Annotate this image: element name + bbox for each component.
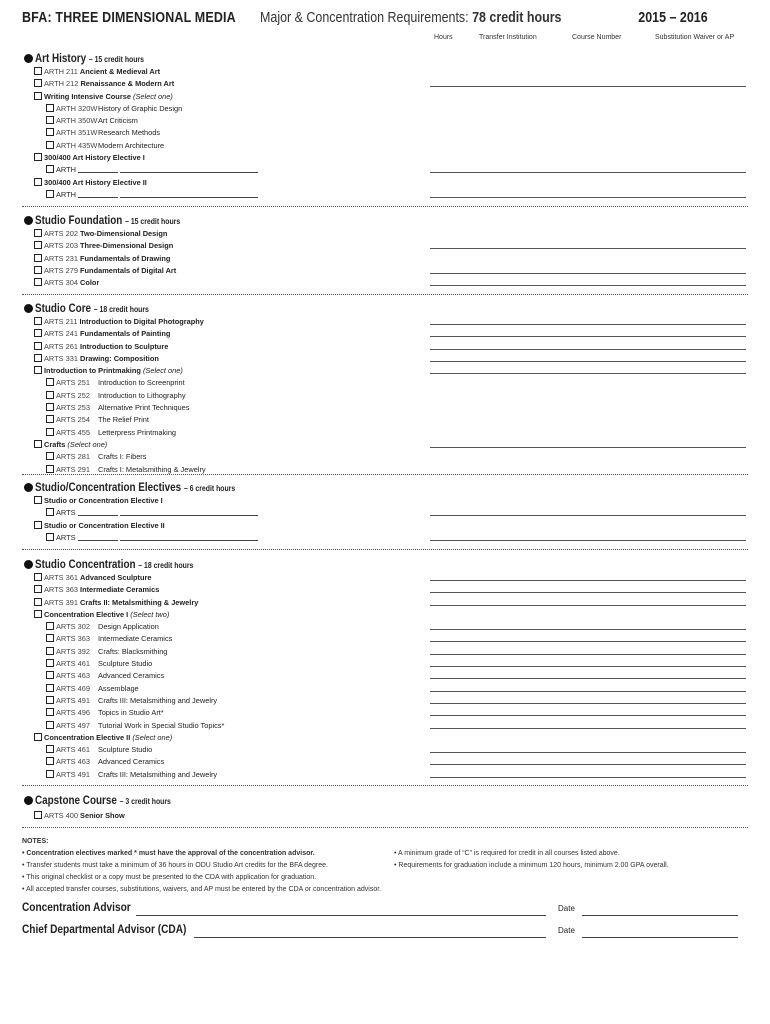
course-row xyxy=(24,265,746,277)
course-row xyxy=(24,572,746,584)
program-title: BFA: THREE DIMENSIONAL MEDIA xyxy=(22,10,236,26)
course-title-field[interactable] xyxy=(120,190,258,198)
col-transfer: Transfer Institution xyxy=(479,34,537,41)
checkbox[interactable] xyxy=(34,153,42,161)
section-studio-concentration-electives xyxy=(24,481,746,544)
course-title-field[interactable] xyxy=(120,533,258,541)
checkbox[interactable] xyxy=(34,521,42,529)
date-line[interactable] xyxy=(582,915,738,916)
option-row xyxy=(24,414,746,426)
note-item: • Concentration electives marked * must have the approval of the concentration advisor. xyxy=(22,850,315,857)
checkbox[interactable] xyxy=(46,465,54,473)
course-name: Studio or Concentration Elective I xyxy=(44,496,163,505)
entry-line[interactable] xyxy=(430,641,746,642)
entry-line[interactable] xyxy=(430,715,746,716)
option-row xyxy=(24,769,746,781)
checkbox[interactable] xyxy=(34,366,42,374)
course-code: ARTS 491 xyxy=(56,769,90,779)
checkbox[interactable] xyxy=(34,241,42,249)
course-name: Color xyxy=(80,278,100,288)
course-row xyxy=(24,228,746,240)
checkbox[interactable] xyxy=(46,415,54,423)
course-code: ARTS 363 xyxy=(56,634,90,644)
course-code: ARTH 212 xyxy=(44,79,79,89)
select-note: (Select one) xyxy=(132,732,173,742)
checkbox[interactable] xyxy=(34,79,42,87)
signature-line[interactable] xyxy=(136,915,546,916)
course-code: ARTS 392 xyxy=(56,646,90,656)
course-name: Crafts I: Fibers xyxy=(98,452,147,462)
course-code: ARTS 254 xyxy=(56,415,90,425)
option-row xyxy=(24,189,746,201)
option-row xyxy=(24,646,746,658)
course-code: ARTS 251 xyxy=(56,378,90,388)
course-number-field[interactable] xyxy=(78,190,118,198)
option-row xyxy=(24,427,746,439)
checkbox[interactable] xyxy=(46,378,54,386)
course-code: ARTS 261 xyxy=(44,341,78,351)
checkbox[interactable] xyxy=(46,452,54,460)
entry-line[interactable] xyxy=(430,691,746,692)
course-code: ARTS 304 xyxy=(44,278,78,288)
course-code: ARTS 291 xyxy=(56,464,90,474)
course-name: Crafts xyxy=(44,439,66,449)
course-name: Introduction to Printmaking xyxy=(44,366,141,376)
entry-line[interactable] xyxy=(430,728,746,729)
checkbox[interactable] xyxy=(46,622,54,630)
course-code: ARTS 302 xyxy=(56,622,90,632)
course-row xyxy=(24,353,746,365)
checkbox[interactable] xyxy=(46,403,54,411)
course-code: ARTS 202 xyxy=(44,229,78,238)
course-code: ARTS 231 xyxy=(44,253,78,263)
section-credits: – 18 credit hours xyxy=(93,305,149,314)
checkbox[interactable] xyxy=(34,585,42,593)
course-code: ARTS 491 xyxy=(56,695,90,705)
course-row xyxy=(24,609,746,621)
course-code: ARTS 497 xyxy=(56,720,90,730)
course-name: Assemblage xyxy=(98,683,139,693)
checkbox[interactable] xyxy=(34,610,42,618)
course-code: ARTS 400 xyxy=(44,811,78,820)
signature-cda xyxy=(22,924,740,940)
course-row xyxy=(24,240,746,252)
select-note: (Select two) xyxy=(130,609,170,619)
divider xyxy=(22,474,748,475)
checkbox[interactable] xyxy=(34,92,42,100)
date-label: Date xyxy=(558,926,575,935)
bullet-icon xyxy=(24,304,33,313)
section-title xyxy=(24,794,746,808)
checkbox[interactable] xyxy=(46,684,54,692)
select-note: (Select one) xyxy=(67,439,108,449)
checkbox[interactable] xyxy=(46,428,54,436)
course-name: Writing Intensive Course xyxy=(44,91,131,101)
section-title xyxy=(24,481,746,495)
course-name: Advanced Ceramics xyxy=(98,671,165,681)
option-row xyxy=(24,756,746,768)
checkbox[interactable] xyxy=(34,598,42,606)
entry-line[interactable] xyxy=(430,605,746,606)
notes-title: NOTES: xyxy=(22,838,49,845)
course-code: ARTS 203 xyxy=(44,241,78,251)
checkbox[interactable] xyxy=(34,733,42,741)
section-credits: – 3 credit hours xyxy=(119,797,171,806)
course-name: 300/400 Art History Elective II xyxy=(44,177,147,187)
course-code: ARTS xyxy=(56,508,76,518)
entry-line[interactable] xyxy=(430,592,746,593)
date-label: Date xyxy=(558,904,575,913)
course-name: Sculpture Studio xyxy=(98,659,153,669)
option-row xyxy=(24,103,746,115)
divider xyxy=(22,827,748,828)
course-name: Fundamentals of Drawing xyxy=(80,253,171,263)
course-name: Crafts III: Metalsmithing and Jewelry xyxy=(98,695,218,705)
course-code: ARTS 281 xyxy=(56,452,90,462)
course-code: ARTH xyxy=(56,189,76,199)
select-note: (Select one) xyxy=(133,91,173,101)
option-row xyxy=(24,532,746,544)
note-item: • This original checklist or a copy must be presented to the CDA with application for graduation. xyxy=(22,874,317,881)
course-row xyxy=(24,341,746,353)
checkbox[interactable] xyxy=(46,190,54,198)
entry-line[interactable] xyxy=(430,172,746,173)
course-code: ARTS 361 xyxy=(44,573,78,582)
section-credits: – 15 credit hours xyxy=(88,55,144,64)
checkbox[interactable] xyxy=(46,104,54,112)
checkbox[interactable] xyxy=(46,391,54,399)
course-row xyxy=(24,328,746,340)
course-name: Advanced Sculpture xyxy=(80,573,152,582)
divider xyxy=(22,294,748,295)
course-code: ARTS 461 xyxy=(56,659,90,669)
checkbox[interactable] xyxy=(34,67,42,75)
note-item: • All accepted transfer courses, substitutions, waivers, and AP must be entered by the CDA or concentration advisor. xyxy=(22,886,382,893)
course-code: ARTS 331 xyxy=(44,353,78,363)
course-name: Intermediate Ceramics xyxy=(80,585,160,595)
course-row xyxy=(24,277,746,289)
course-name: Introduction to Screenprint xyxy=(98,378,185,388)
entry-line[interactable] xyxy=(430,197,746,198)
course-code: ARTH 435W xyxy=(56,140,98,150)
entry-line[interactable] xyxy=(430,515,746,516)
option-row xyxy=(24,377,746,389)
section-credits: – 18 credit hours xyxy=(138,561,194,570)
checkbox[interactable] xyxy=(34,342,42,350)
entry-line[interactable] xyxy=(430,86,746,87)
section-studio-concentration xyxy=(24,558,746,781)
course-code: ARTS 253 xyxy=(56,403,90,413)
course-name: Concentration Elective II xyxy=(44,732,131,742)
course-number-field[interactable] xyxy=(78,508,118,516)
signature-line[interactable] xyxy=(194,937,546,938)
course-name: Art Criticism xyxy=(98,116,138,126)
option-row xyxy=(24,707,746,719)
course-name: Senior Show xyxy=(80,811,125,820)
notes xyxy=(22,836,752,896)
course-name: Fundamentals of Painting xyxy=(80,329,171,339)
section-credits: – 6 credit hours xyxy=(183,484,236,493)
course-name: Topics in Studio Art* xyxy=(98,708,164,718)
section-name: Studio/Concentration Electives xyxy=(35,482,182,494)
course-row xyxy=(24,253,746,265)
course-name: Ancient & Medieval Art xyxy=(79,67,161,76)
course-name: Renaissance & Modern Art xyxy=(80,79,175,89)
course-name: 300/400 Art History Elective I xyxy=(44,153,145,163)
option-row xyxy=(24,507,746,519)
course-row xyxy=(24,316,746,328)
section-capstone xyxy=(24,794,746,822)
entry-line[interactable] xyxy=(430,447,746,448)
entry-line[interactable] xyxy=(430,273,746,274)
course-code: ARTS 252 xyxy=(56,390,90,400)
course-row xyxy=(24,597,746,609)
checkbox[interactable] xyxy=(46,696,54,704)
course-name: Modern Architecture xyxy=(98,140,165,150)
course-name: Tutorial Work in Special Studio Topics* xyxy=(98,720,225,730)
option-row xyxy=(24,390,746,402)
course-code: ARTS 211 xyxy=(44,317,78,326)
section-title xyxy=(24,52,746,66)
entry-line[interactable] xyxy=(430,654,746,655)
divider xyxy=(22,549,748,550)
checkbox[interactable] xyxy=(46,647,54,655)
signature-advisor xyxy=(22,902,740,918)
checkbox[interactable] xyxy=(46,770,54,778)
entry-line[interactable] xyxy=(430,580,746,581)
course-row xyxy=(24,78,746,90)
checkbox[interactable] xyxy=(46,721,54,729)
entry-line[interactable] xyxy=(430,703,746,704)
bullet-icon xyxy=(24,796,33,805)
course-row xyxy=(24,810,746,822)
course-name: Advanced Ceramics xyxy=(98,757,165,767)
course-code: ARTS 241 xyxy=(44,329,78,339)
section-name: Studio Foundation xyxy=(35,215,123,227)
checkbox[interactable] xyxy=(34,354,42,362)
date-line[interactable] xyxy=(582,937,738,938)
checkbox[interactable] xyxy=(46,116,54,124)
entry-line[interactable] xyxy=(430,540,746,541)
bullet-icon xyxy=(24,216,33,225)
section-studio-foundation xyxy=(24,214,746,289)
course-code: ARTS 463 xyxy=(56,671,90,681)
divider xyxy=(22,206,748,207)
option-row xyxy=(24,658,746,670)
course-row xyxy=(24,91,746,103)
course-row xyxy=(24,732,746,744)
section-name: Studio Concentration xyxy=(35,559,136,571)
course-row xyxy=(24,177,746,189)
course-name: Sculpture Studio xyxy=(98,745,153,755)
checkbox[interactable] xyxy=(34,496,42,504)
note-item: • Transfer students must take a minimum of 36 hours in ODU Studio Art credits for the BFA degree. xyxy=(22,862,328,869)
course-row xyxy=(24,66,746,78)
entry-line[interactable] xyxy=(430,285,746,286)
course-name: Drawing: Composition xyxy=(80,353,159,363)
checkbox[interactable] xyxy=(46,508,54,516)
course-name: Crafts I: Metalsmithing & Jewelry xyxy=(98,464,206,474)
checkbox[interactable] xyxy=(34,440,42,448)
bullet-icon xyxy=(24,560,33,569)
course-name: Crafts III: Metalsmithing and Jewelry xyxy=(98,769,218,779)
entry-line[interactable] xyxy=(430,752,746,753)
signature-label: Chief Departmental Advisor (CDA) xyxy=(22,924,187,936)
option-row xyxy=(24,402,746,414)
checkbox[interactable] xyxy=(34,266,42,274)
entry-line[interactable] xyxy=(430,373,746,374)
checkbox[interactable] xyxy=(46,141,54,149)
course-row xyxy=(24,152,746,164)
section-name: Studio Core xyxy=(35,303,92,315)
note-item: • A minimum grade of “C” is required for credit in all courses listed above. xyxy=(394,850,620,857)
course-name: Design Application xyxy=(98,622,159,632)
checkbox[interactable] xyxy=(34,811,42,819)
course-code: ARTH 351W xyxy=(56,128,98,138)
option-row xyxy=(24,744,746,756)
course-name: Letterpress Printmaking xyxy=(98,427,177,437)
course-number-field[interactable] xyxy=(78,533,118,541)
checkbox[interactable] xyxy=(46,671,54,679)
option-row xyxy=(24,127,746,139)
course-name: Introduction to Lithography xyxy=(98,390,186,400)
academic-year: 2015 – 2016 xyxy=(638,10,708,26)
col-hours: Hours xyxy=(434,34,453,41)
checkbox[interactable] xyxy=(34,178,42,186)
checkbox[interactable] xyxy=(46,745,54,753)
course-name: Alternative Print Techniques xyxy=(98,403,190,413)
bullet-icon xyxy=(24,483,33,492)
note-item: • Requirements for graduation include a minimum 120 hours, minimum 2.00 GPA overall. xyxy=(394,862,669,869)
option-row xyxy=(24,695,746,707)
section-name: Capstone Course xyxy=(35,795,117,807)
course-name: Concentration Elective I xyxy=(44,609,129,619)
course-code: ARTH 211 xyxy=(44,67,78,76)
course-code: ARTS 363 xyxy=(44,585,78,595)
section-title xyxy=(24,558,746,572)
course-row xyxy=(24,365,746,377)
entry-line[interactable] xyxy=(430,629,746,630)
checkbox[interactable] xyxy=(46,634,54,642)
option-row xyxy=(24,633,746,645)
section-title xyxy=(24,302,746,316)
entry-line[interactable] xyxy=(430,666,746,667)
course-name: Research Methods xyxy=(98,128,161,138)
course-name: Three-Dimensional Design xyxy=(80,241,174,251)
option-row xyxy=(24,683,746,695)
course-code: ARTH 320W xyxy=(56,103,98,113)
course-code: ARTS 279 xyxy=(44,265,78,275)
col-substitution: Substitution Waiver or AP xyxy=(655,34,735,41)
option-row xyxy=(24,621,746,633)
section-name: Art History xyxy=(35,53,87,65)
course-name: Introduction to Sculpture xyxy=(80,341,169,351)
option-row xyxy=(24,670,746,682)
course-code: ARTH xyxy=(56,165,76,175)
entry-line[interactable] xyxy=(430,361,746,362)
course-name: History of Graphic Design xyxy=(98,103,183,113)
course-title-field[interactable] xyxy=(120,165,258,173)
course-code: ARTS 469 xyxy=(56,683,90,693)
checkbox[interactable] xyxy=(34,329,42,337)
checkbox[interactable] xyxy=(34,254,42,262)
checkbox[interactable] xyxy=(34,317,42,325)
course-name: Intermediate Ceramics xyxy=(98,634,173,644)
page-header xyxy=(22,10,748,32)
checkbox[interactable] xyxy=(46,757,54,765)
course-name: Introduction to Digital Photography xyxy=(79,317,204,326)
option-row xyxy=(24,720,746,732)
course-row xyxy=(24,439,746,451)
course-name: Fundamentals of Digital Art xyxy=(80,265,177,275)
course-name: Crafts II: Metalsmithing & Jewelry xyxy=(80,597,199,607)
requirements-hours: 78 credit hours xyxy=(472,10,562,26)
entry-line[interactable] xyxy=(430,248,746,249)
course-code: ARTS 461 xyxy=(56,745,90,755)
course-code: ARTS 391 xyxy=(44,597,78,607)
option-row xyxy=(24,115,746,127)
checkbox[interactable] xyxy=(46,659,54,667)
course-code: ARTS 496 xyxy=(56,708,90,718)
option-row xyxy=(24,164,746,176)
select-note: (Select one) xyxy=(142,366,183,376)
course-name: The Relief Print xyxy=(98,415,149,425)
course-name: Two-Dimensional Design xyxy=(80,229,168,238)
checkbox[interactable] xyxy=(34,278,42,286)
course-row xyxy=(24,584,746,596)
entry-line[interactable] xyxy=(430,349,746,350)
section-title xyxy=(24,214,746,228)
checkbox[interactable] xyxy=(46,708,54,716)
course-title-field[interactable] xyxy=(120,508,258,516)
course-code: ARTS 455 xyxy=(56,427,90,437)
entry-line[interactable] xyxy=(430,336,746,337)
requirements-title xyxy=(260,10,561,26)
section-studio-core xyxy=(24,302,746,476)
course-name: Crafts: Blacksmithing xyxy=(98,646,168,656)
checkbox[interactable] xyxy=(46,128,54,136)
option-row xyxy=(24,140,746,152)
signature-label: Concentration Advisor xyxy=(22,902,131,914)
bullet-icon xyxy=(24,54,33,63)
option-row xyxy=(24,451,746,463)
checkbox[interactable] xyxy=(46,533,54,541)
section-art-history xyxy=(24,52,746,201)
entry-line[interactable] xyxy=(430,324,746,325)
entry-line[interactable] xyxy=(430,678,746,679)
course-row xyxy=(24,495,746,507)
course-number-field[interactable] xyxy=(78,165,118,173)
course-code: ARTH 350W xyxy=(56,116,98,126)
course-code: ARTS 463 xyxy=(56,757,90,767)
checkbox[interactable] xyxy=(34,229,42,237)
course-row xyxy=(24,520,746,532)
entry-line[interactable] xyxy=(430,764,746,765)
requirements-prefix: Major & Concentration Requirements: xyxy=(260,10,473,26)
divider xyxy=(22,785,748,786)
checkbox[interactable] xyxy=(34,573,42,581)
section-credits: – 15 credit hours xyxy=(125,217,181,226)
entry-line[interactable] xyxy=(430,777,746,778)
col-course-number: Course Number xyxy=(572,34,622,41)
course-name: Studio or Concentration Elective II xyxy=(44,520,165,530)
checkbox[interactable] xyxy=(46,165,54,173)
course-code: ARTS xyxy=(56,532,76,542)
